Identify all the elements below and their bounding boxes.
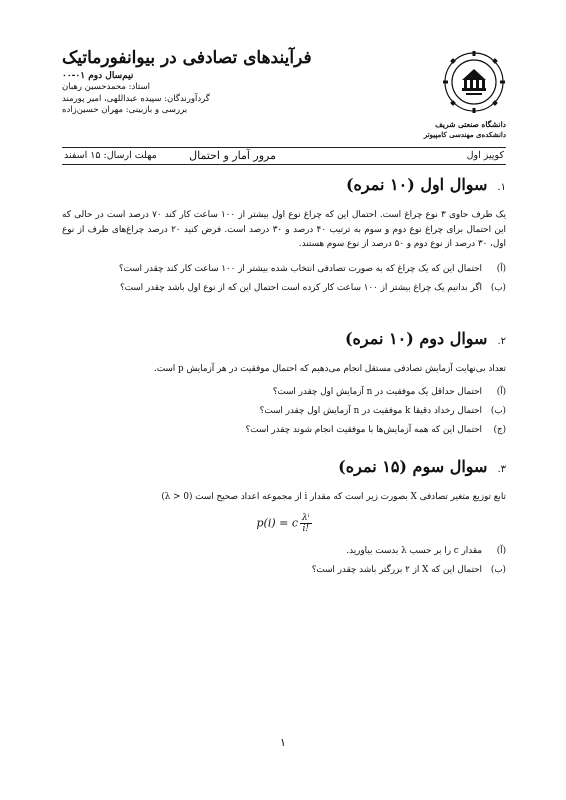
question-body: یک ظرف حاوی ۳ نوع چراغ است. احتمال این که چراغ نوع اول بیشتر از ۱۰۰ ساعت کار کند ۷۰ درصد است در حالی که این احتمال برای چراغ نوع دوم و سوم به ترتیب ۴۰ درصد و ۳۰ درصد است. فرض کنید ۲۰ درصد چراغ‌های ظرف از نوع اول، ۳۰ درصد از نوع دوم و ۵۰ درصد از نوع سوم هستند. bbox=[62, 210, 507, 249]
sub-item-text: اگر بدانیم یک چراغ بیشتر از ۱۰۰ ساعت کار کرده است احتمال این که از نوع اول باشد چقدر است؟ bbox=[119, 282, 482, 293]
sub-item-text: احتمال این که همه آزمایش‌ها با موفقیت انجام شوند چقدر است؟ bbox=[245, 424, 482, 435]
question-3 bbox=[62, 454, 506, 582]
university-name: دانشگاه صنعتی شریف bbox=[435, 120, 506, 129]
sub-items bbox=[62, 385, 506, 437]
sub-item bbox=[62, 544, 506, 558]
formula-denominator: i! bbox=[302, 523, 309, 534]
question-number: ۱. bbox=[497, 182, 506, 193]
sub-item-label: (ج) bbox=[493, 424, 506, 435]
sub-items bbox=[62, 544, 506, 577]
question-body: تابع توزیع متغیر تصادفی X بصورت زیر است که مقدار i از مجموعه اعداد صحیح است (λ > 0) bbox=[161, 492, 506, 502]
sub-item-text: احتمال حداقل یک موفقیت در n آزمایش اول چقدر است؟ bbox=[272, 386, 482, 397]
compilers: گردآورندگان: سپیده عبداللهی، امیر پورمند bbox=[62, 93, 210, 104]
subheader bbox=[62, 148, 506, 164]
sub-item bbox=[62, 281, 506, 295]
reviewers: بررسی و بازبینی: مهران حسین‌زاده bbox=[62, 105, 188, 115]
sub-item-text: احتمال رخداد دقیقا k موفقیت در n آزمایش اول چقدر است؟ bbox=[259, 405, 482, 416]
sub-item bbox=[62, 385, 506, 399]
department-name: دانشکده‌ی مهندسی کامپیوتر bbox=[423, 130, 506, 139]
sub-item-text: احتمال این که یک چراغ که به صورت تصادفی انتخاب شده بیشتر از ۱۰۰ ساعت کار کند چقدر است؟ bbox=[118, 263, 482, 274]
question-2 bbox=[62, 326, 506, 442]
sub-item bbox=[62, 262, 506, 276]
sub-item-label: (ب) bbox=[490, 405, 506, 416]
quiz-label: کوییز اول bbox=[466, 150, 504, 161]
formula-numerator: λⁱ bbox=[302, 512, 310, 523]
university-logo bbox=[442, 50, 506, 114]
formula-lhs: p(i) = c bbox=[256, 516, 298, 529]
question-title: سوال سوم (۱۵ نمره) bbox=[338, 457, 488, 476]
question-heading bbox=[62, 454, 506, 480]
divider-bottom bbox=[62, 164, 506, 165]
course-title: فرآیندهای تصادفی در بیوانفورماتیک bbox=[62, 48, 312, 68]
sub-item-label: (آ) bbox=[496, 386, 506, 397]
sub-item-label: (ب) bbox=[490, 564, 506, 575]
question-title: سوال دوم (۱۰ نمره) bbox=[344, 329, 488, 348]
sub-item-text: مقدار c را بر حسب λ بدست بیاورید. bbox=[346, 545, 482, 556]
question-title: سوال اول (۱۰ نمره) bbox=[345, 175, 488, 194]
sub-item-text: احتمال این که X از ۲ بزرگتر باشد چقدر است؟ bbox=[311, 564, 482, 575]
question-1 bbox=[62, 172, 506, 300]
course-info bbox=[62, 46, 312, 117]
sub-item-label: (آ) bbox=[496, 545, 506, 556]
formula-fraction bbox=[300, 513, 312, 534]
topic-label: مرور آمار و احتمال bbox=[189, 149, 276, 162]
question-number: ۲. bbox=[497, 336, 506, 347]
deadline-label: مهلت ارسال: ۱۵ اسفند bbox=[64, 150, 157, 161]
sub-item bbox=[62, 404, 506, 418]
sub-item-label: (آ) bbox=[496, 263, 506, 274]
sub-items bbox=[62, 262, 506, 295]
question-body: تعداد بی‌نهایت آزمایش تصادفی مستقل انجام می‌دهیم که احتمال موفقیت در هر آزمایش p است. bbox=[153, 364, 506, 374]
instructor: استاد: محمدحسین رهبان bbox=[62, 82, 150, 92]
question-number: ۳. bbox=[497, 464, 506, 475]
question-heading bbox=[62, 172, 506, 198]
question-heading bbox=[62, 326, 506, 352]
sub-item bbox=[62, 563, 506, 577]
sub-item-label: (ب) bbox=[490, 282, 506, 293]
page-number: ۱ bbox=[280, 736, 286, 749]
semester: نیم‌سال دوم ۰۱-۰۰ bbox=[62, 71, 134, 81]
sub-item bbox=[62, 423, 506, 437]
header bbox=[62, 46, 506, 142]
probability-formula bbox=[62, 513, 506, 534]
